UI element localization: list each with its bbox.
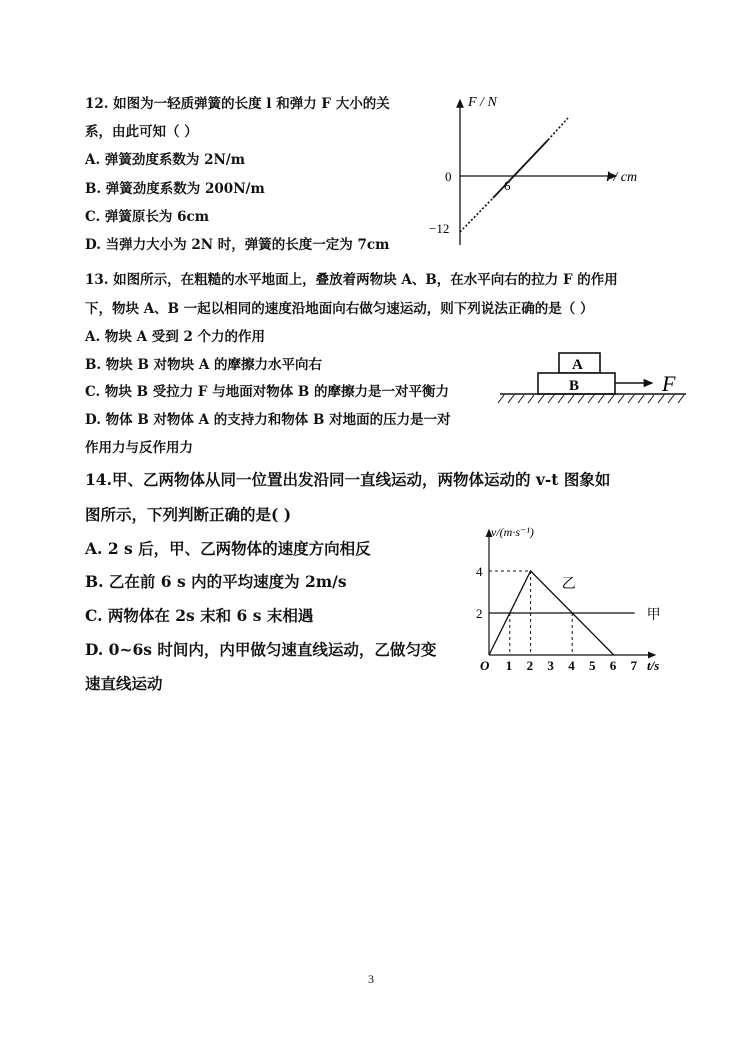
- q12-y-tick-neg12: −12: [429, 221, 450, 236]
- vt-x-tick-O: O: [480, 658, 490, 673]
- q12-x-tick-6: 6: [504, 178, 511, 193]
- q14-stem-line-1: 14.甲、乙两物体从同一位置出发沿同一直线运动，两物体运动的 v-t 图象如: [85, 470, 611, 489]
- q13-option-b: B. 物块 B 对物块 A 的摩擦力水平向右: [85, 357, 322, 373]
- q12-stem-line-2: 系，由此可知（ ）: [85, 124, 198, 140]
- q13-option-d-cont: 作用力与反作用力: [85, 440, 193, 456]
- q13-blocks-figure: [488, 348, 693, 410]
- q12-line-dotted-lower: [460, 198, 493, 232]
- vt-x-tick-5: 5: [589, 658, 596, 673]
- q13-option-a: A. 物块 A 受到 2 个力的作用: [85, 329, 266, 345]
- q12-option-c: C. 弹簧原长为 6cm: [85, 209, 210, 225]
- block-a-label: A: [572, 357, 583, 373]
- vt-x-tick-7: 7: [630, 658, 638, 673]
- q13-option-c: C. 物块 B 受拉力 F 与地面对物体 B 的摩擦力是一对平衡力: [85, 384, 450, 400]
- block-b-label: B: [569, 378, 580, 394]
- q12-line-dotted-upper: [548, 118, 568, 140]
- vt-y-label: v/(m·s⁻¹): [491, 525, 534, 539]
- q14-option-d: D. 0~6s 时间内，内甲做匀速直线运动，乙做匀变: [85, 640, 437, 659]
- q12-stem-line-1: 12. 如图为一轻质弹簧的长度 l 和弹力 F 大小的关: [85, 96, 390, 112]
- vt-series-label-jia: 甲: [646, 608, 661, 623]
- vt-series-label-yi: 乙: [561, 576, 576, 592]
- q12-option-a: A. 弹簧劲度系数为 2N/m: [85, 152, 246, 168]
- q14-option-b: B. 乙在前 6 s 内的平均速度为 2m/s: [85, 572, 347, 591]
- q14-stem-line-2: 图所示，下列判断正确的是( ): [85, 505, 292, 524]
- force-label: F: [662, 371, 676, 396]
- q12-option-d: D. 当弹力大小为 2N 时，弹簧的长度一定为 7cm: [85, 237, 390, 253]
- vt-x-tick-1: 1: [505, 658, 513, 673]
- ground-hatching: [498, 395, 684, 403]
- q14-option-a: A. 2 s 后，甲、乙两物体的速度方向相反: [85, 539, 371, 558]
- q13-stem-line-2: 下，物块 A、B 一起以相同的速度沿地面向右做匀速运动，则下列说法正确的是（ ）: [85, 301, 594, 317]
- q13-option-d: D. 物体 B 对物体 A 的支持力和物体 B 对地面的压力是一对: [85, 412, 451, 428]
- vt-x-tick-6: 6: [609, 658, 617, 673]
- q12-origin-label: 0: [445, 169, 452, 184]
- vt-y-tick-2: 2: [476, 606, 483, 621]
- q14-option-d-cont: 速直线运动: [85, 674, 163, 693]
- q13-stem-line-1: 13. 如图所示，在粗糙的水平地面上，叠放着两物块 A、B，在水平向右的拉力 F 的作用: [85, 272, 618, 288]
- q12-y-label: F / N: [468, 95, 497, 110]
- q12-spring-graph: [420, 80, 660, 250]
- vt-x-tick-3: 3: [547, 658, 554, 673]
- q12-x-label: l / cm: [606, 170, 638, 185]
- q14-option-c: C. 两物体在 2s 末和 6 s 末相遇: [85, 606, 314, 625]
- q12-line-solid: [493, 140, 548, 198]
- vt-x-tick-2: 2: [526, 658, 534, 673]
- page-number: 3: [368, 972, 374, 986]
- q14-vt-chart: [465, 520, 680, 675]
- q12-option-b: B. 弹簧劲度系数为 200N/m: [85, 181, 265, 197]
- vt-y-tick-4: 4: [476, 564, 483, 579]
- vt-x-tick-4: 4: [568, 658, 575, 673]
- vt-x-label: t/s: [647, 658, 660, 673]
